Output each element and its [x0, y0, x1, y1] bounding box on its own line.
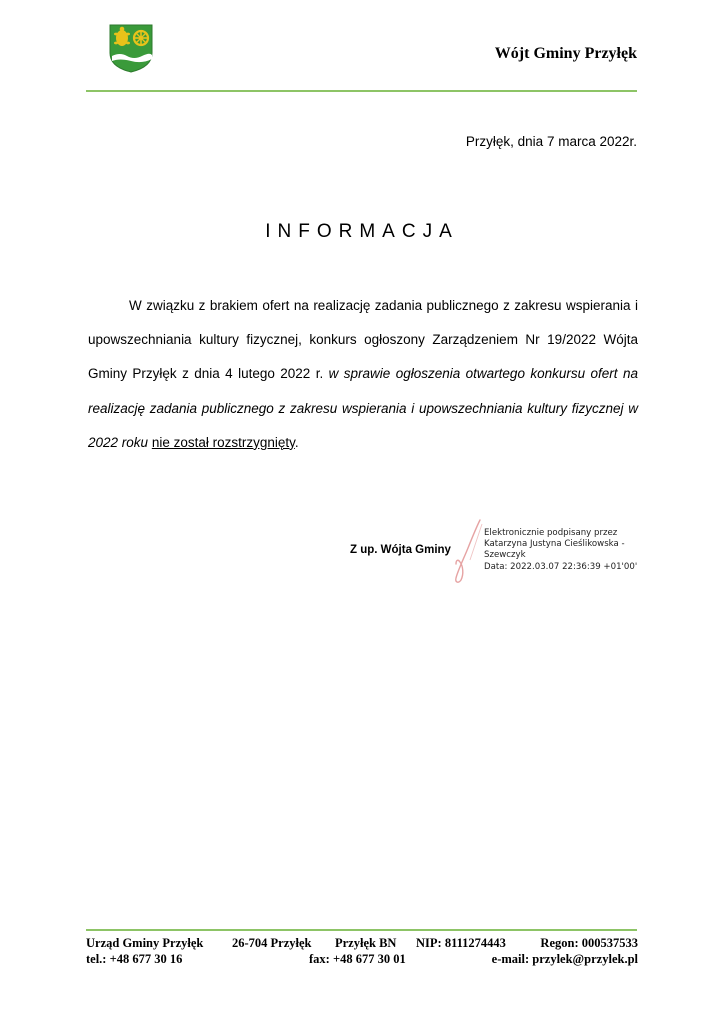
footer-nip: NIP: 8111274443 [416, 936, 506, 950]
document-date: Przyłęk, dnia 7 marca 2022r. [465, 134, 637, 149]
header-divider [86, 90, 637, 92]
header-title: Wójt Gminy Przyłęk [494, 45, 637, 62]
paragraph-text: W związku z brakiem ofert na realizację zadania publicznego z zakresu wspierania i upowszechniania kultury fizycznej, konkurs ogłoszony Zarządzeniem Nr 19/2022 Wójta Gminy Przyłęk z dnia 4 lutego 2022 r. [88, 298, 638, 382]
footer-office-name: Urząd Gminy Przyłęk [86, 936, 204, 950]
paragraph-underlined-text: nie został rozstrzygnięty [151, 434, 295, 450]
footer-fax: fax: +48 677 30 01 [309, 952, 406, 966]
document-heading: INFORMACJA [265, 221, 459, 242]
coat-of-arms-logo [108, 23, 154, 73]
footer-post-office: Przyłęk BN [335, 936, 397, 950]
footer-phone: tel.: +48 677 30 16 [86, 952, 183, 966]
footer-postal-code: 26-704 Przyłęk [232, 936, 312, 950]
footer-regon: Regon: 000537533 [540, 936, 638, 950]
signatory-label: Z up. Wójta Gminy [350, 544, 451, 556]
signature-date: Data: 2022.03.07 22:36:39 +01'00' [484, 561, 638, 572]
signature-line: Szewczyk [484, 550, 526, 561]
footer-email: e-mail: przylek@przylek.pl [491, 952, 638, 966]
signature-line: Katarzyna Justyna Cieślikowska - [484, 539, 625, 550]
footer-divider [86, 929, 637, 931]
electronic-signature-block [484, 528, 644, 573]
signature-line: Elektronicznie podpisany przez [484, 528, 618, 538]
paragraph-italic-text: w sprawie ogłoszenia otwartego konkursu ofert na realizację zadania publicznego z zakresu wspierania i upowszechniania kultury fizycznej w 2022 roku [88, 366, 638, 450]
document-body-paragraph: W związku z brakiem ofert na realizację zadania publicznego z zakresu wspierania i upowszechniania kultury fizycznej, konkurs ogłoszony Zarządzeniem Nr 19/2022 Wójta Gminy Przyłęk z dnia 4 lutego 2022 r. w sprawie ogłoszenia otwartego konkursu ofert na realizację zadania publicznego z zakresu wspierania i upowszechniania kultury fizycznej w 2022 roku nie został rozstrzygnięty. [88, 298, 638, 450]
